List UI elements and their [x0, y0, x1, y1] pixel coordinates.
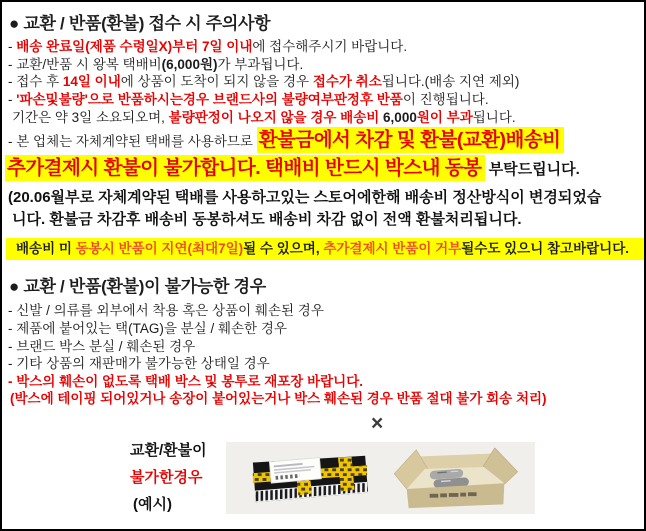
repack-warning-note: (박스에 테이핑 되어있거나 송장이 붙어있는거나 박스 훼손된 경우 반품 절대 불가 회송 처리)	[10, 391, 547, 406]
notice-note-2: 니다. 환불금 차감후 배송비 동봉하셔도 배송비 차감 없이 전액 환불처리됩니다.	[12, 211, 522, 228]
section2-title: ● 교환 / 반품(환불)이 불가능한 경우	[9, 277, 266, 296]
notice-note-1: (20.06월부로 자체계약된 택배를 사용하고있는 스토어에한해 배송비 정산방식이 변경되었습	[8, 189, 602, 206]
text-segment: 기간은 약 3일 소요되오며,	[12, 110, 169, 125]
text-segment-red: 원이 부과	[416, 110, 473, 125]
text-segment: - 본 업체는 자체계약된 택배를 사용하므로	[8, 134, 257, 149]
ineligible-item: - 신발 / 의류를 외부에서 착용 혹은 상품이 훼손된 경우	[8, 303, 324, 318]
highlighted-warning-text: 환불금에서 차감 및 환불(교환)배송비	[257, 127, 564, 153]
text-segment: - 교환/반품 시 왕복 택배비	[8, 57, 162, 72]
example-photos-panel	[226, 442, 535, 514]
text-segment: 에 접수해주시기 바랍니다.	[252, 39, 408, 54]
repack-warning: - 박스의 훼손이 없도록 택배 박스 및 봉투로 재포장 바랍니다.	[8, 374, 363, 389]
text-segment: 됩니다.	[472, 110, 516, 125]
x-mark-icon: ×	[371, 412, 384, 435]
example-label-1: 교환/환불이	[130, 442, 207, 459]
notice-line-shipping-fee	[8, 56, 303, 73]
text-segment: -	[8, 39, 17, 54]
text-segment: 됩니다.(배송 지연 제외)	[381, 74, 520, 89]
text-segment-red: 불량판정이 나오지 않을 경우 배송비	[168, 110, 380, 125]
taped-box-photo	[246, 448, 372, 508]
text-segment-red: '파손및불량'으로 반품하시는경우 브랜드사의 불량여부판정후 반품	[16, 92, 403, 107]
text-segment-bold: 배송비 미	[16, 241, 76, 256]
ineligible-item: - 제품에 붙어있는 택(TAG)을 분실 / 훼손한 경우	[8, 321, 287, 336]
text-segment: - 접수 후	[8, 74, 63, 89]
text-segment-bold: 될 수 있으며,	[243, 241, 324, 256]
text-segment-bold: 6,000	[379, 110, 417, 125]
shipping-fee-warning-banner	[6, 238, 646, 260]
text-segment-red: 접수가 취소	[312, 74, 382, 89]
ineligible-item: - 브랜드 박스 분실 / 훼손된 경우	[8, 339, 196, 354]
example-label-2: 불가한경우	[130, 469, 203, 486]
notice-line-refund-highlight-1	[8, 129, 564, 151]
text-segment: 가 부과됩니다.	[217, 57, 304, 72]
section1-title: ● 교환 / 반품(환불) 접수 시 주의사항	[9, 14, 271, 33]
text-segment: 에 상품이 도착이 되지 않을 경우	[120, 74, 313, 89]
notice-line-defect	[8, 91, 489, 108]
text-segment-red: 14일 이내	[62, 74, 121, 89]
text-segment-red: 동봉시 반품이 지연(최대7일)	[75, 241, 244, 256]
notice-line-cancel	[8, 73, 519, 90]
open-box-photo	[391, 445, 521, 512]
text-segment-red: 추가결제시 반품이 거부	[323, 241, 462, 256]
text-segment-bold: 부탁드립니다.	[484, 161, 580, 178]
text-segment: -	[8, 92, 17, 107]
text-segment-bold: (6,000원)	[161, 57, 218, 72]
highlighted-warning-text: 추가결제시 환불이 불가합니다. 택배비 반드시 박스내 동봉	[5, 155, 485, 181]
shipping-label	[269, 458, 321, 484]
text-segment-red: 배송 완료일(제품 수령일X)부터 7일 이내	[16, 39, 253, 54]
example-label-3: (예시)	[133, 496, 172, 513]
text-segment: 이 진행됩니다.	[402, 92, 489, 107]
ineligible-item: - 기타 상품의 재판매가 불가능한 상태일 경우	[8, 356, 270, 371]
notice-line-defect-duration	[12, 109, 516, 126]
notice-line-refund-highlight-2	[5, 157, 580, 179]
text-segment-bold: 될수도 있으니 참고바랍니다.	[461, 241, 630, 256]
notice-line-delivery-window	[8, 38, 407, 55]
